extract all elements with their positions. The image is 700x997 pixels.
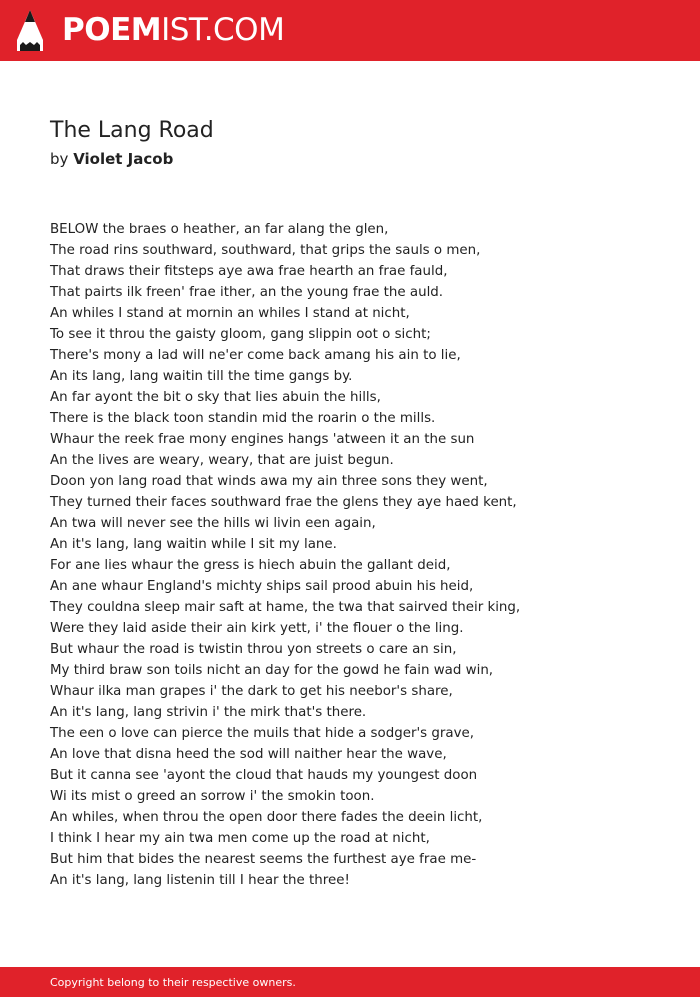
poem-line: There's mony a lad will ne'er come back amang his ain to lie,	[50, 348, 461, 363]
poem-line: An ane whaur England's michty ships sail prood abuin his heid,	[50, 579, 474, 594]
poem-line: I think I hear my ain twa men come up the road at nicht,	[50, 831, 430, 846]
byline	[50, 149, 173, 169]
poem-line: BELOW the braes o heather, an far alang the glen,	[50, 222, 389, 237]
poem-title: The Lang Road	[50, 118, 214, 143]
poem-line: For ane lies whaur the gress is hiech abuin the gallant deid,	[50, 558, 451, 573]
pencil-icon	[16, 9, 44, 52]
brand-bold: POEM	[62, 12, 162, 48]
poem-line: There is the black toon standin mid the roarin o the mills.	[50, 411, 436, 426]
poem-line: Whaur the reek frae mony engines hangs 'atween it an the sun	[50, 432, 475, 447]
poem-line: But whaur the road is twistin throu yon streets o care an sin,	[50, 642, 457, 657]
site-footer	[0, 967, 700, 997]
poem-line: An it's lang, lang listenin till I hear the three!	[50, 873, 350, 888]
poem-line: An whiles I stand at mornin an whiles I stand at nicht,	[50, 306, 410, 321]
poem-line: But him that bides the nearest seems the furthest aye frae me-	[50, 852, 477, 867]
poem-line: An it's lang, lang waitin while I sit my lane.	[50, 537, 337, 552]
by-label: by	[50, 150, 69, 168]
poem-line: An twa will never see the hills wi livin een again,	[50, 516, 376, 531]
poem-line: Were they laid aside their ain kirk yett, i' the flouer o the ling.	[50, 621, 464, 636]
copyright-text: Copyright belong to their respective owners.	[50, 976, 296, 989]
site-header	[0, 0, 700, 61]
poem-line: The een o love can pierce the muils that hide a sodger's grave,	[50, 726, 475, 741]
poem-line: An the lives are weary, weary, that are juist begun.	[50, 453, 394, 468]
site-logo-text[interactable]	[62, 11, 284, 49]
poem-line: An it's lang, lang strivin i' the mirk that's there.	[50, 705, 367, 720]
poem-line: My third braw son toils nicht an day for the gowd he fain wad win,	[50, 663, 494, 678]
poem-line: That pairts ilk freen' frae ither, an the young frae the auld.	[50, 285, 444, 300]
poem-line: To see it throu the gaisty gloom, gang slippin oot o sicht;	[50, 327, 431, 342]
poem-line: An love that disna heed the sod will naither hear the wave,	[50, 747, 447, 762]
poem-line: They couldna sleep mair saft at hame, the twa that sairved their king,	[50, 600, 521, 615]
poem-line: Wi its mist o greed an sorrow i' the smokin toon.	[50, 789, 375, 804]
author-name: Violet Jacob	[73, 150, 174, 168]
poem-line: An its lang, lang waitin till the time gangs by.	[50, 369, 353, 384]
poem-line: An far ayont the bit o sky that lies abuin the hills,	[50, 390, 381, 405]
poem-line: They turned their faces southward frae the glens they aye haed kent,	[50, 495, 517, 510]
poem-line: An whiles, when throu the open door there fades the deein licht,	[50, 810, 483, 825]
poem-line: The road rins southward, southward, that grips the sauls o men,	[50, 243, 481, 258]
poem-line: But it canna see 'ayont the cloud that hauds my youngest doon	[50, 768, 478, 783]
poem-body	[50, 219, 520, 891]
brand-light: IST.COM	[161, 12, 285, 48]
poem-line: That draws their fitsteps aye awa frae hearth an frae fauld,	[50, 264, 448, 279]
poem-line: Whaur ilka man grapes i' the dark to get his neebor's share,	[50, 684, 453, 699]
poem-line: Doon yon lang road that winds awa my ain three sons they went,	[50, 474, 488, 489]
